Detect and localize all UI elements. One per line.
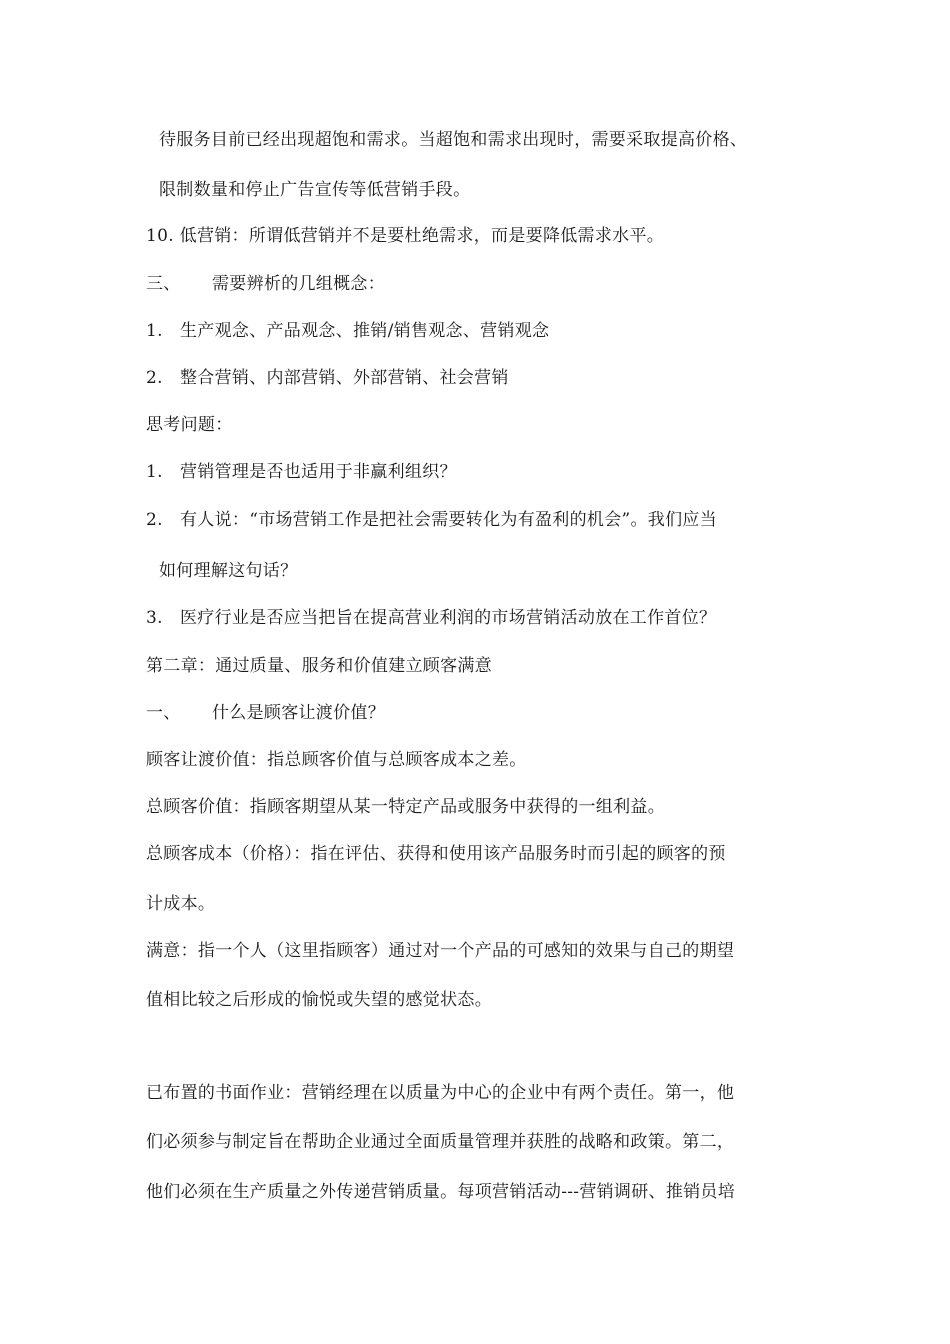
paragraph-line (159, 129, 747, 151)
text: 们必须参与制定旨在帮助企业通过全面质量管理并获胜的战略和政策。第二， (146, 1132, 735, 1152)
paragraph-line (146, 940, 734, 962)
text: 已布置的书面作业：营销经理在以质量为中心的企业中有两个责任。第一，他 (146, 1083, 735, 1103)
list-number: 3. (146, 608, 163, 628)
paragraph-line (159, 560, 297, 582)
text: 思考问题： (146, 415, 233, 435)
section-title: 什么是顾客让渡价值？ (212, 703, 385, 723)
section-heading (146, 702, 385, 724)
section-number: 三、 (146, 274, 181, 294)
chapter-title (146, 655, 492, 677)
list-item (146, 320, 549, 342)
paragraph-line (146, 1131, 734, 1153)
text: 满意：指一个人（这里指顾客）通过对一个产品的可感知的效果与自己的期望 (146, 941, 735, 961)
text: 待服务目前已经出现超饱和需求。当超饱和需求出现时，需要采取提高价格、 (159, 130, 748, 150)
paragraph-line (146, 1082, 734, 1104)
text: 限制数量和停止广告宣传等低营销手段。 (159, 180, 471, 200)
paragraph-line (146, 1181, 735, 1203)
section-heading (146, 273, 385, 295)
paragraph-line (146, 796, 665, 818)
text: 总顾客价值：指顾客期望从某一特定产品或服务中获得的一组利益。 (146, 797, 665, 817)
paragraph-line (146, 843, 726, 865)
text: 他们必须在生产质量之外传递营销质量。每项营销活动---营销调研、推销员培 (146, 1182, 736, 1202)
list-text: 整合营销、内部营销、外部营销、社会营销 (180, 368, 509, 388)
section-title: 需要辨析的几组概念： (212, 274, 385, 294)
paragraph-line (146, 989, 492, 1011)
list-item (146, 607, 716, 629)
list-item (146, 225, 664, 247)
text: 总顾客成本（价格）：指在评估、获得和使用该产品服务时而引起的顾客的预 (146, 844, 726, 864)
list-number: 2. (146, 368, 163, 388)
text: 第二章：通过质量、服务和价值建立顾客满意 (146, 656, 492, 676)
text: 计成本。 (146, 894, 216, 914)
list-number: 2. (146, 510, 163, 530)
text: 10. 低营销：所谓低营销并不是要杜绝需求，而是要降低需求水平。 (146, 226, 665, 246)
list-text: 营销管理是否也适用于非赢利组织？ (180, 462, 457, 482)
list-number: 1. (146, 321, 163, 341)
text: 如何理解这句话？ (159, 561, 298, 581)
list-number: 1. (146, 462, 163, 482)
paragraph-line (146, 893, 215, 915)
list-text: 有人说：“市场营销工作是把社会需要转化为有盈利的机会”。我们应当 (180, 510, 717, 530)
section-number: 一、 (146, 703, 181, 723)
list-text: 生产观念、产品观念、推销/销售观念、营销观念 (180, 321, 550, 341)
paragraph-line (146, 749, 527, 771)
subheading (146, 414, 233, 436)
paragraph-line (159, 179, 470, 201)
text: 值相比较之后形成的愉悦或失望的感觉状态。 (146, 990, 492, 1010)
list-item (146, 367, 509, 389)
list-item (146, 461, 457, 483)
list-item (146, 509, 717, 531)
list-text: 医疗行业是否应当把旨在提高营业利润的市场营销活动放在工作首位？ (180, 608, 717, 628)
text: 顾客让渡价值：指总顾客价值与总顾客成本之差。 (146, 750, 527, 770)
